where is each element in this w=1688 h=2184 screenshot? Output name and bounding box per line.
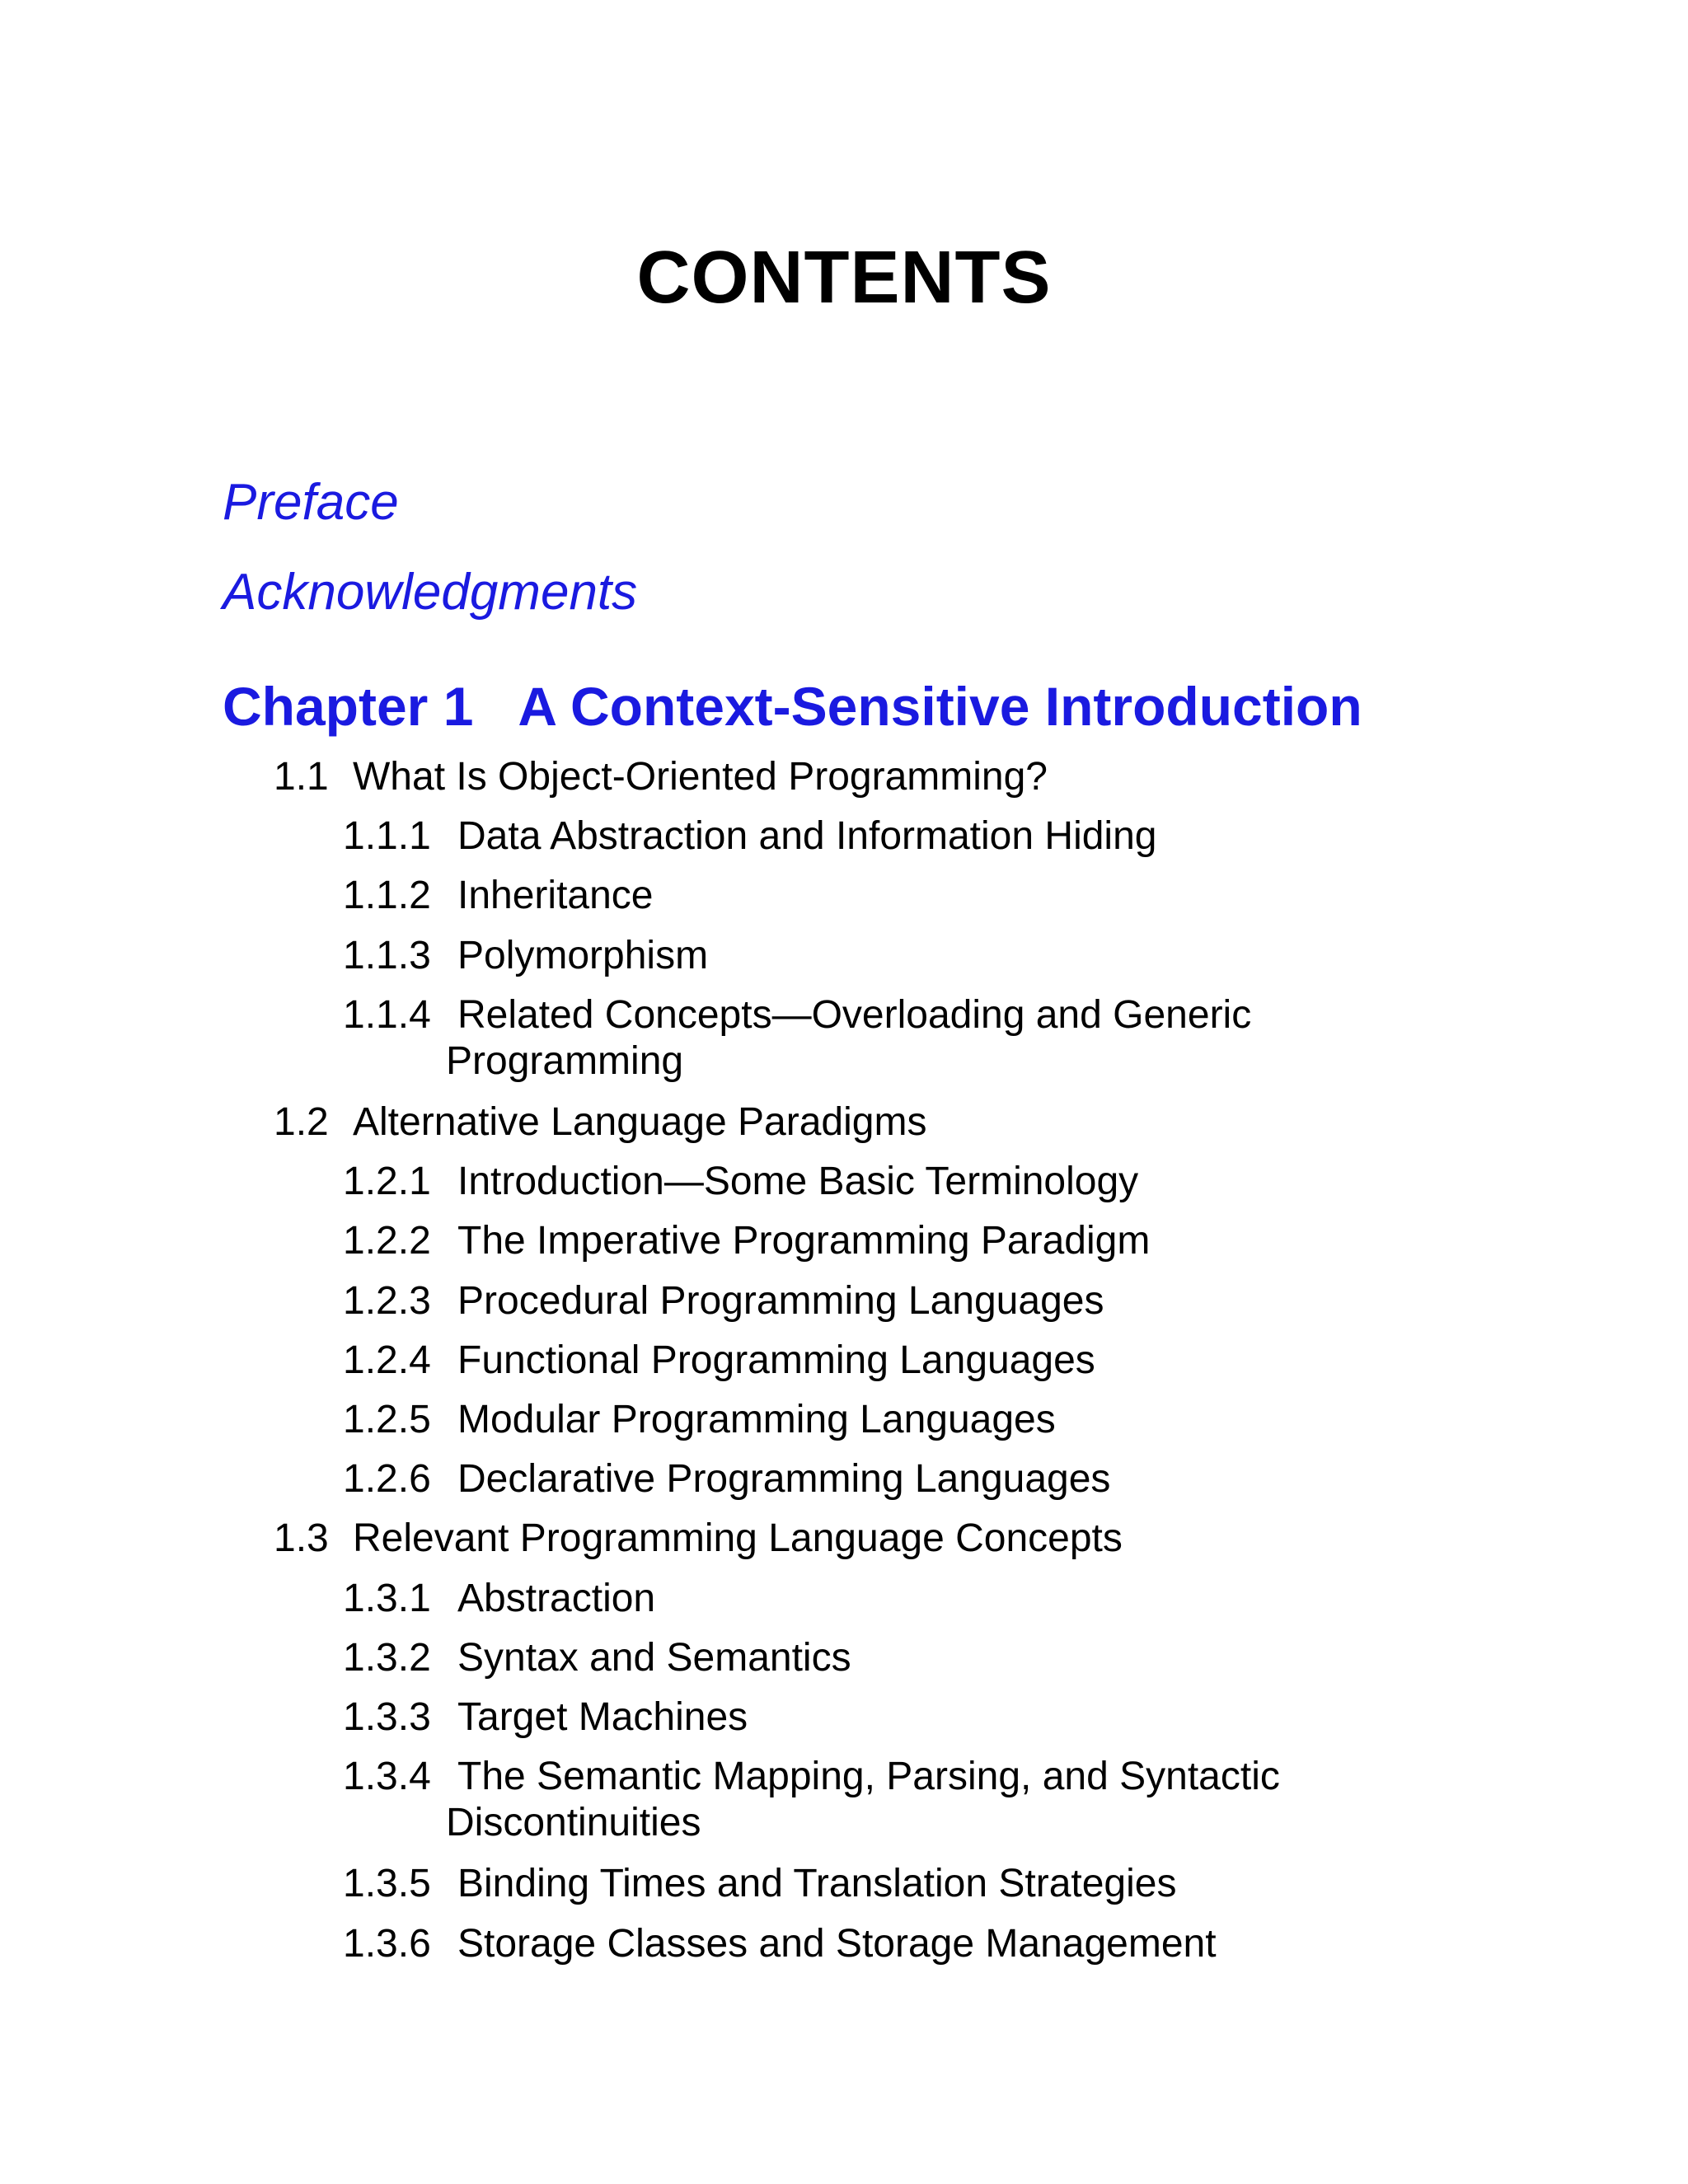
toc-entry-title: Storage Classes and Storage Management bbox=[457, 1921, 1217, 1966]
toc-entry-title: Declarative Programming Languages bbox=[457, 1457, 1111, 1502]
toc-subsection-entry[interactable] bbox=[343, 1397, 1056, 1443]
toc-entry-title: Relevant Programming Language Concepts bbox=[353, 1516, 1123, 1561]
toc-subsection-entry[interactable] bbox=[343, 813, 1156, 860]
toc-entry-title: Abstraction bbox=[457, 1576, 656, 1620]
toc-section-entry[interactable] bbox=[274, 1099, 926, 1146]
toc-subsection-entry[interactable] bbox=[343, 1921, 1217, 1967]
toc-entry-number: 1.2 bbox=[274, 1100, 329, 1144]
toc-section-entry[interactable] bbox=[274, 754, 1048, 800]
toc-entry-number: 1.2.1 bbox=[343, 1160, 431, 1204]
toc-entry-number: 1.3.3 bbox=[343, 1695, 431, 1739]
toc-entry-number: 1.2.3 bbox=[343, 1278, 431, 1323]
chapter-number: Chapter 1 bbox=[223, 676, 474, 737]
toc-entry-number: 1.1.4 bbox=[343, 992, 431, 1037]
toc-subsection-entry[interactable] bbox=[343, 933, 708, 979]
toc-entry-title: Data Abstraction and Information Hiding bbox=[457, 814, 1157, 859]
toc-entry-number: 1.3 bbox=[274, 1516, 329, 1561]
toc-entry-number: 1.3.1 bbox=[343, 1576, 431, 1620]
toc-section-entry[interactable] bbox=[274, 1516, 1123, 1562]
toc-entry-number: 1.3.6 bbox=[343, 1921, 431, 1966]
toc-subsection-entry[interactable] bbox=[343, 1338, 1095, 1384]
toc-subsection-entry[interactable] bbox=[343, 1635, 851, 1681]
toc-entry-number: 1.1.1 bbox=[343, 814, 431, 859]
toc-subsection-entry[interactable] bbox=[343, 1694, 748, 1741]
toc-subsection-entry[interactable] bbox=[343, 992, 1251, 1085]
toc-entry-title: Polymorphism bbox=[457, 933, 709, 977]
toc-subsection-entry[interactable] bbox=[343, 1576, 655, 1622]
toc-entry-number: 1.1.3 bbox=[343, 933, 431, 977]
toc-entry-title: Binding Times and Translation Strategies bbox=[457, 1862, 1177, 1906]
toc-subsection-entry[interactable] bbox=[343, 1159, 1138, 1205]
toc-link-chapter-1[interactable] bbox=[223, 673, 1362, 739]
toc-entry-number: 1.3.5 bbox=[343, 1862, 431, 1906]
toc-entry-number: 1.1 bbox=[274, 755, 329, 799]
toc-subsection-entry[interactable] bbox=[343, 1218, 1150, 1264]
toc-subsection-entry[interactable] bbox=[343, 1278, 1104, 1324]
toc-entry-title: The Imperative Programming Paradigm bbox=[457, 1219, 1151, 1263]
toc-subsection-entry[interactable] bbox=[343, 873, 654, 919]
toc-entry-number: 1.3.4 bbox=[343, 1755, 431, 1799]
chapter-title: A Context-Sensitive Introduction bbox=[518, 676, 1362, 737]
toc-entry-title-continuation: Programming bbox=[446, 1038, 684, 1083]
toc-subsection-entry[interactable] bbox=[343, 1754, 1280, 1846]
toc-entry-title: Target Machines bbox=[457, 1695, 748, 1739]
toc-subsection-entry[interactable] bbox=[343, 1456, 1110, 1502]
toc-entry-title: Related Concepts—Overloading and Generic bbox=[457, 992, 1252, 1037]
toc-entry-title: The Semantic Mapping, Parsing, and Syntactic bbox=[457, 1755, 1280, 1799]
toc-entry-title: Inheritance bbox=[457, 874, 654, 918]
toc-entry-title: Alternative Language Paradigms bbox=[353, 1100, 927, 1144]
toc-entry-title: Syntax and Semantics bbox=[457, 1635, 851, 1680]
toc-entry-title: Functional Programming Languages bbox=[457, 1338, 1095, 1382]
toc-link-preface[interactable]: Preface bbox=[223, 474, 399, 531]
toc-entry-title: Modular Programming Languages bbox=[457, 1398, 1056, 1441]
toc-entry-number: 1.2.5 bbox=[343, 1398, 431, 1441]
toc-entry-title-continuation: Discontinuities bbox=[446, 1801, 701, 1845]
toc-entry-number: 1.1.2 bbox=[343, 874, 431, 918]
toc-entry-title: What Is Object-Oriented Programming? bbox=[353, 755, 1048, 799]
toc-entry-number: 1.2.2 bbox=[343, 1219, 431, 1263]
toc-entry-number: 1.3.2 bbox=[343, 1635, 431, 1680]
toc-entry-number: 1.2.4 bbox=[343, 1338, 431, 1382]
toc-link-acknowledgments[interactable]: Acknowledgments bbox=[223, 564, 638, 621]
toc-entry-title: Procedural Programming Languages bbox=[457, 1278, 1104, 1323]
toc-entry-number: 1.2.6 bbox=[343, 1457, 431, 1502]
toc-subsection-entry[interactable] bbox=[343, 1861, 1176, 1907]
toc-entry-title: Introduction—Some Basic Terminology bbox=[457, 1160, 1139, 1204]
page-title: CONTENTS bbox=[636, 237, 1052, 319]
